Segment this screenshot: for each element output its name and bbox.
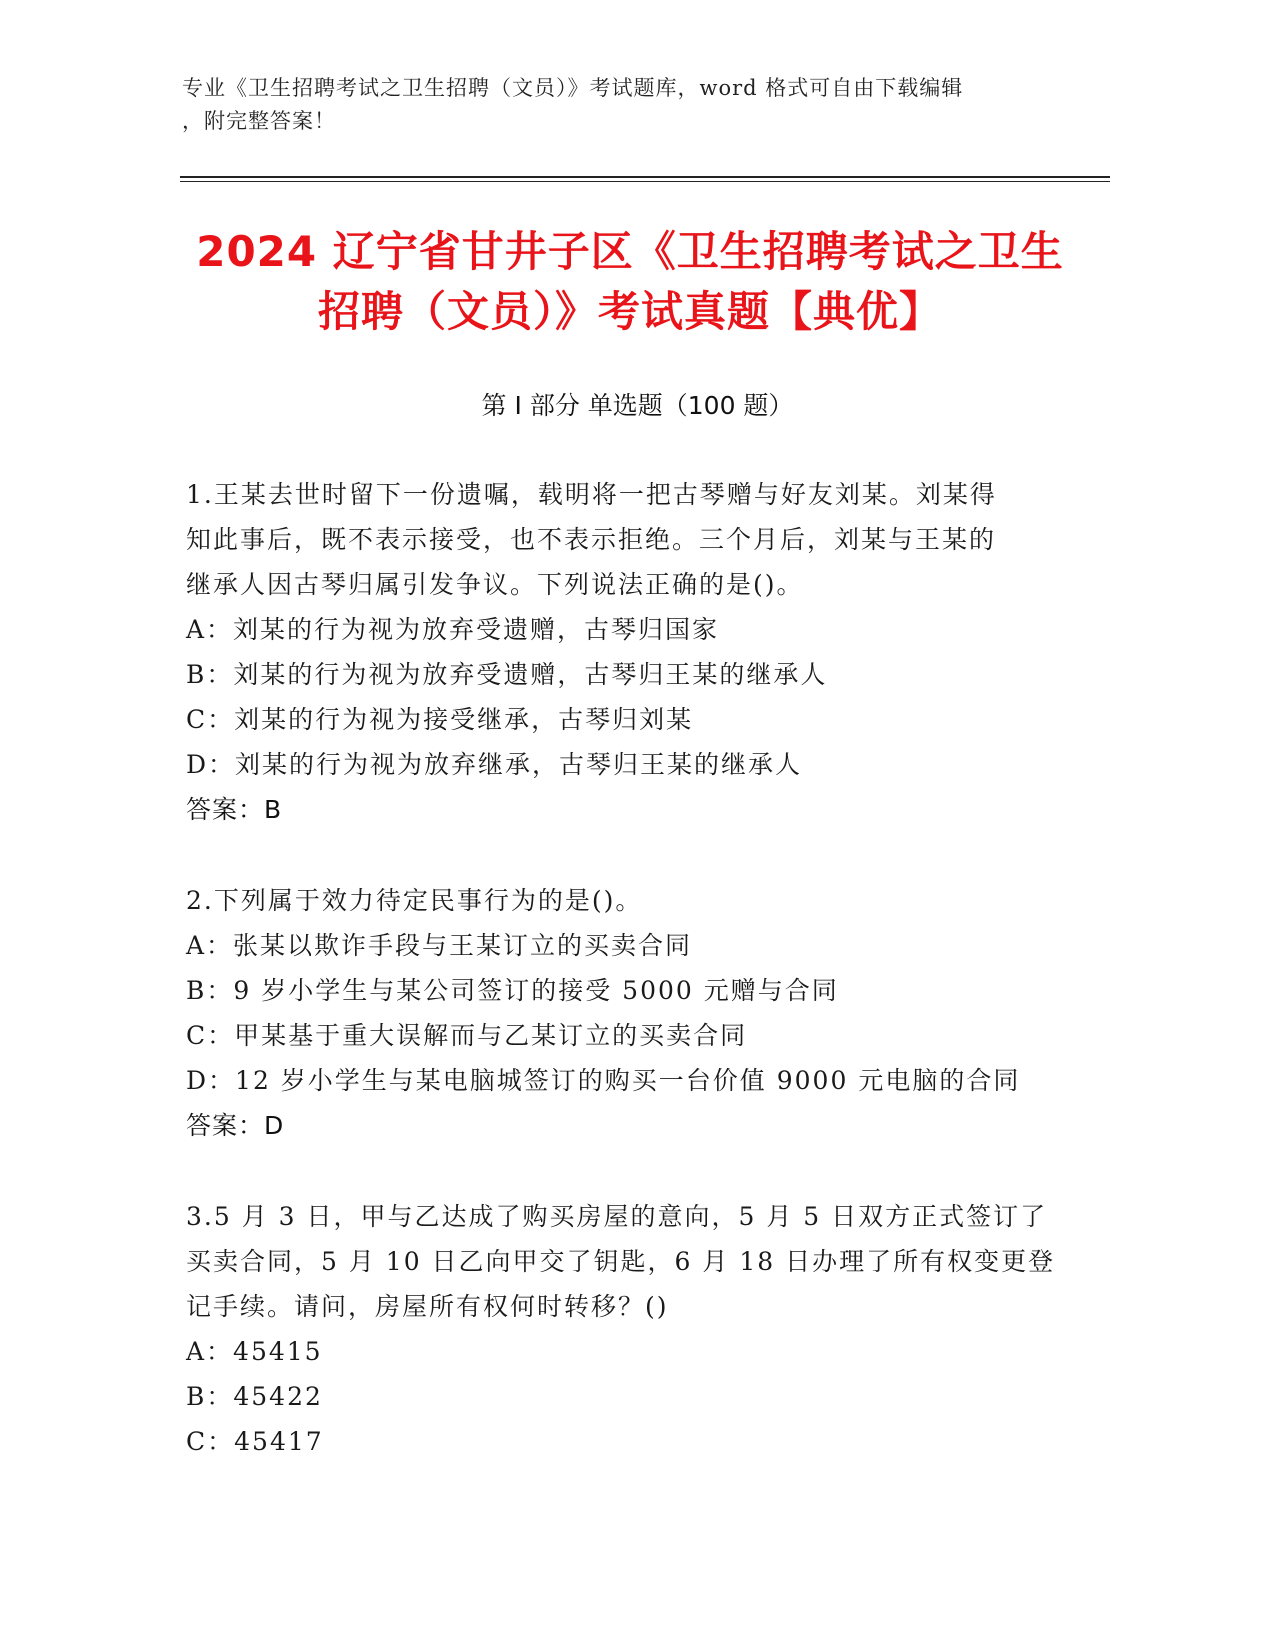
header-note-line-1: 专业《卫生招聘考试之卫生招聘（文员）》考试题库，word 格式可自由下载编辑 [182, 76, 964, 100]
option-c: C：刘某的行为视为接受继承，古琴归刘某 [186, 705, 694, 734]
option-d: D：刘某的行为视为放弃继承，古琴归王某的继承人 [186, 750, 803, 779]
option-a: A：张某以欺诈手段与王某订立的买卖合同 [186, 931, 693, 960]
question-stem-line: 3.5 月 3 日，甲与乙达成了购买房屋的意向，5 月 5 日双方正式签订了 [186, 1202, 1048, 1231]
answer-label: 答案：B [186, 795, 283, 824]
option-b: B：刘某的行为视为放弃受遗赠，古琴归王某的继承人 [186, 660, 828, 689]
option-b: B：45422 [186, 1382, 323, 1411]
question-stem-line: 继承人因古琴归属引发争议。下列说法正确的是()。 [186, 570, 804, 599]
question-stem-line: 知此事后，既不表示接受，也不表示拒绝。三个月后，刘某与王某的 [186, 525, 997, 554]
header-divider-thin [180, 181, 1110, 182]
question-item [186, 878, 1066, 1148]
option-b: B：9 岁小学生与某公司签订的接受 5000 元赠与合同 [186, 976, 839, 1005]
question-list [186, 472, 1066, 1510]
option-c: C：45417 [186, 1427, 324, 1456]
question-stem-line: 1.王某去世时留下一份遗嘱，载明将一把古琴赠与好友刘某。刘某得 [186, 480, 997, 509]
option-a: A：45415 [186, 1337, 323, 1366]
question-stem-line: 2.下列属于效力待定民事行为的是()。 [186, 886, 643, 915]
question-stem-line: 记手续。请问，房屋所有权何时转移？() [186, 1292, 669, 1321]
document-title [150, 222, 1110, 342]
question-item [186, 1194, 1066, 1464]
question-stem-line: 买卖合同，5 月 10 日乙向甲交了钥匙，6 月 18 日办理了所有权变更登 [186, 1247, 1056, 1276]
question-item [186, 472, 1066, 832]
header-divider-thick [180, 176, 1110, 178]
answer-label: 答案：D [186, 1111, 285, 1140]
option-a: A：刘某的行为视为放弃受遗赠，古琴归国家 [186, 615, 720, 644]
option-c: C：甲某基于重大误解而与乙某订立的买卖合同 [186, 1021, 748, 1050]
document-title-line-1: 2024 辽宁省甘井子区《卫生招聘考试之卫生 [196, 227, 1064, 276]
header-note [182, 72, 1042, 138]
option-d: D：12 岁小学生与某电脑城签订的购买一台价值 9000 元电脑的合同 [186, 1066, 1021, 1095]
document-title-line-2: 招聘（文员）》考试真题【典优】 [317, 287, 942, 336]
header-note-line-2: ，附完整答案！ [182, 109, 336, 133]
section-title: 第 I 部分 单选题（100 题） [481, 391, 794, 420]
